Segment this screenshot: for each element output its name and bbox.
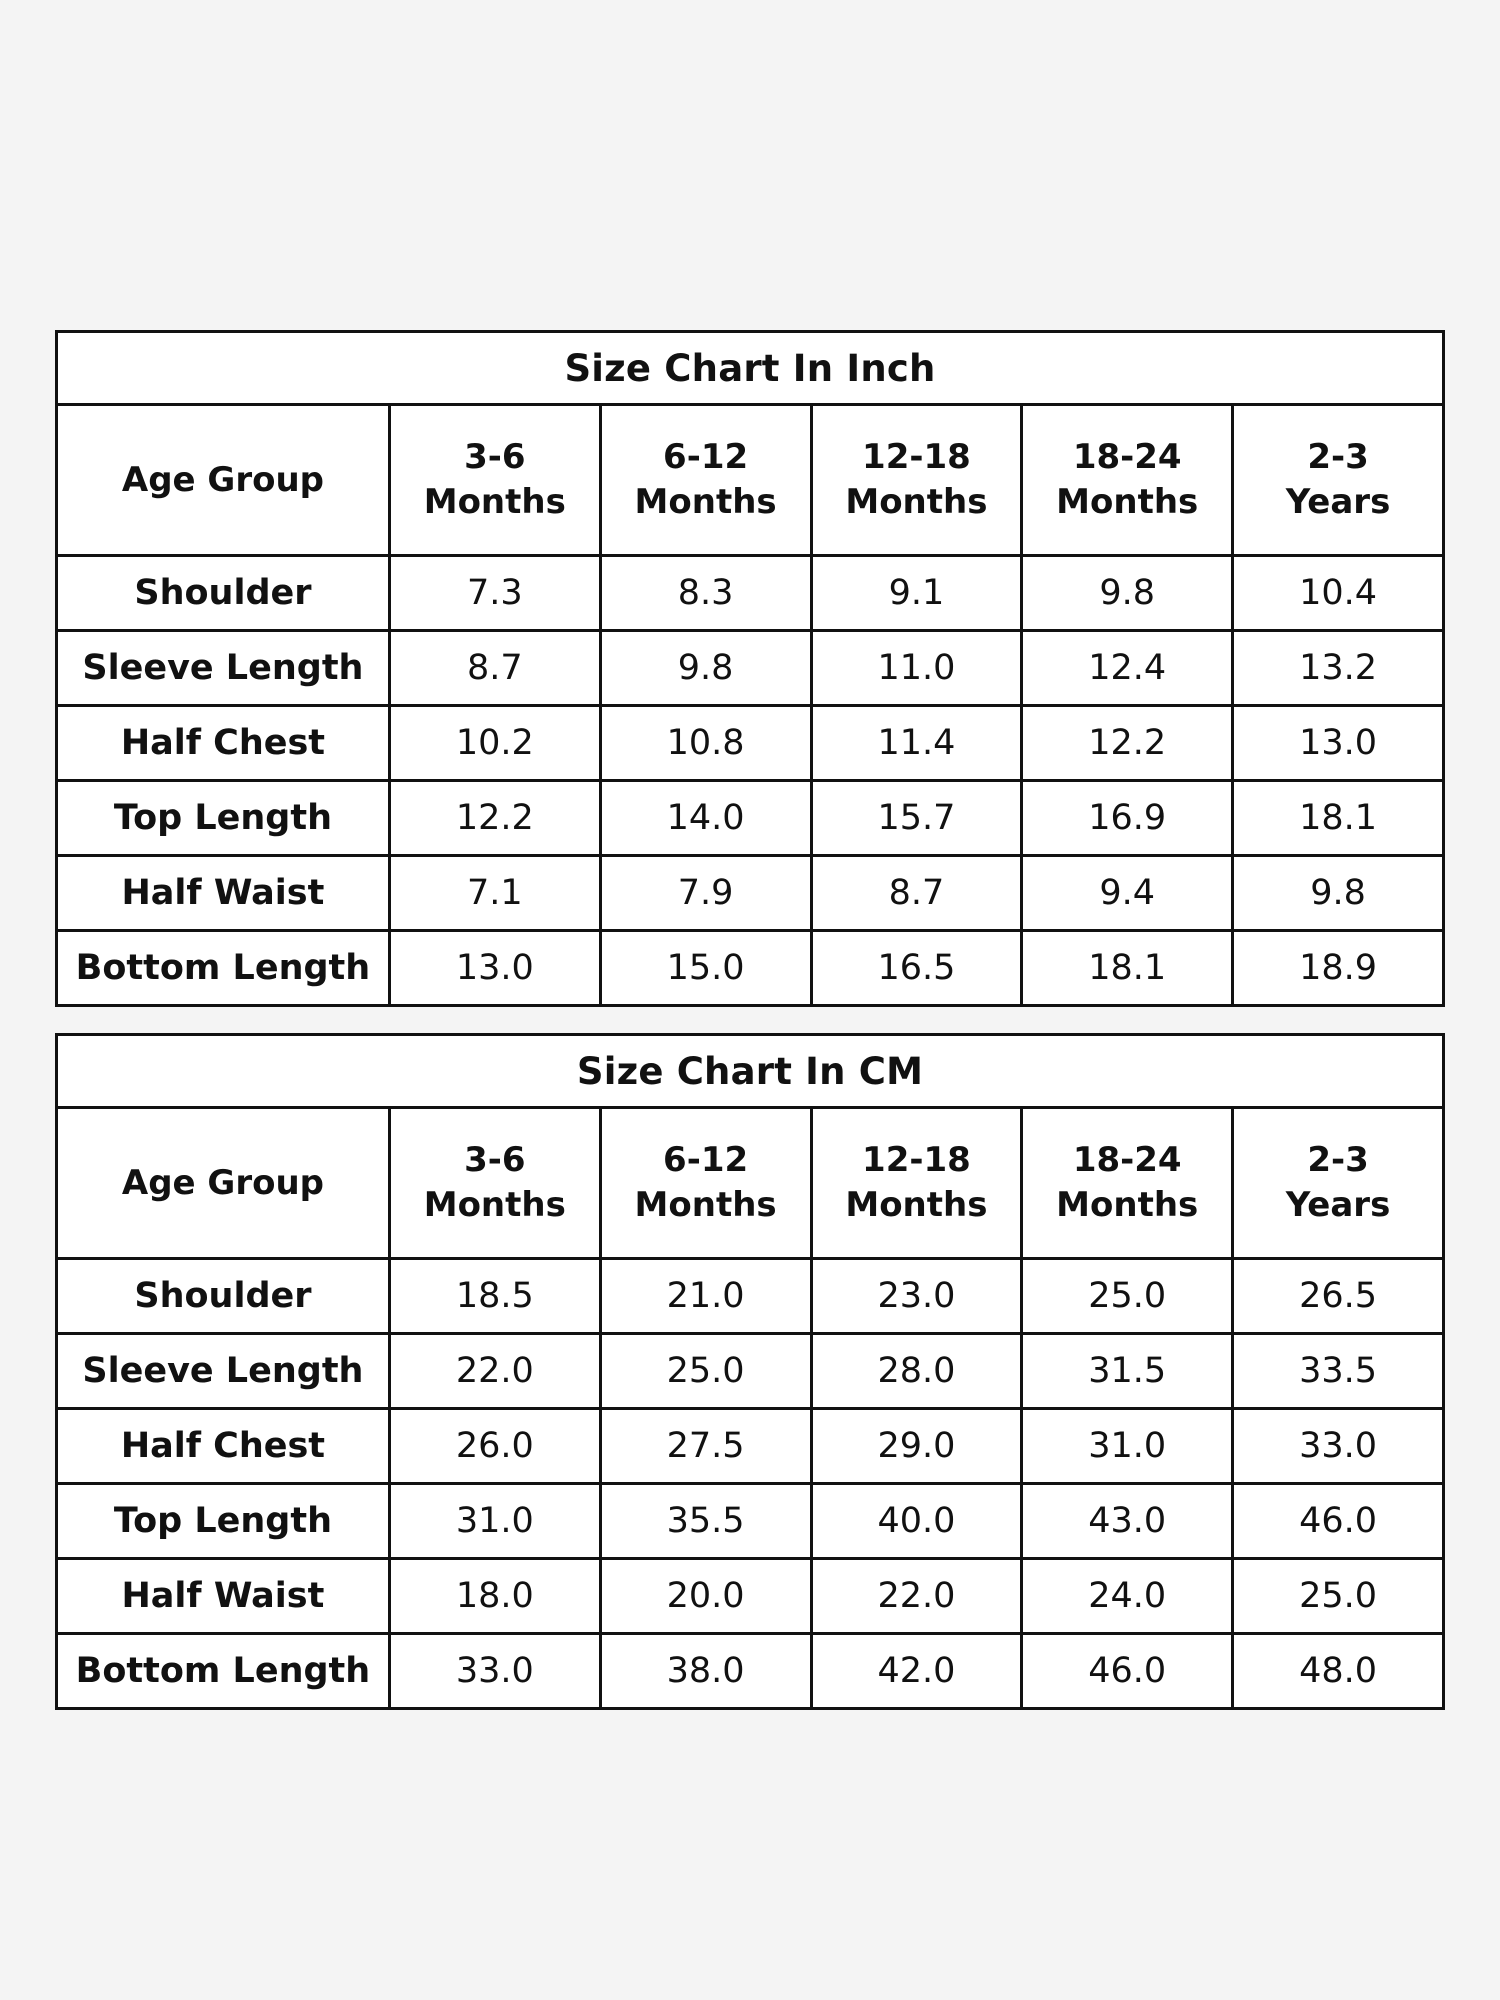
size-chart-inch-table	[55, 330, 1445, 1007]
table-row	[57, 1409, 1444, 1484]
column-header-range: 2-3	[1307, 437, 1369, 478]
measurement-value: 10.4	[1233, 556, 1444, 631]
size-chart-inch	[55, 330, 1445, 1007]
column-header-range: 3-6	[464, 1140, 526, 1181]
column-header-unit: Months	[1056, 1185, 1199, 1225]
measurement-value: 18.9	[1233, 931, 1444, 1006]
measurement-label: Shoulder	[57, 1259, 390, 1334]
measurement-value: 33.5	[1233, 1334, 1444, 1409]
measurement-value: 40.0	[811, 1484, 1022, 1559]
measurement-value: 23.0	[811, 1259, 1022, 1334]
measurement-value: 16.9	[1022, 781, 1233, 856]
table-row	[57, 1484, 1444, 1559]
measurement-value: 42.0	[811, 1634, 1022, 1709]
measurement-value: 26.5	[1233, 1259, 1444, 1334]
measurement-value: 24.0	[1022, 1559, 1233, 1634]
measurement-value: 11.4	[811, 706, 1022, 781]
measurement-value: 28.0	[811, 1334, 1022, 1409]
column-header	[389, 1108, 600, 1259]
table-row	[57, 556, 1444, 631]
measurement-value: 9.8	[1233, 856, 1444, 931]
measurement-value: 48.0	[1233, 1634, 1444, 1709]
measurement-label: Top Length	[57, 781, 390, 856]
column-header-unit: Years	[1285, 482, 1391, 522]
measurement-value: 12.2	[389, 781, 600, 856]
measurement-label: Half Chest	[57, 1409, 390, 1484]
column-header-unit: Months	[845, 1185, 988, 1225]
column-header	[1022, 405, 1233, 556]
measurement-value: 22.0	[811, 1559, 1022, 1634]
measurement-value: 9.8	[600, 631, 811, 706]
measurement-value: 8.3	[600, 556, 811, 631]
measurement-value: 18.0	[389, 1559, 600, 1634]
measurement-value: 43.0	[1022, 1484, 1233, 1559]
measurement-label: Bottom Length	[57, 1634, 390, 1709]
measurement-value: 9.1	[811, 556, 1022, 631]
size-chart-cm	[55, 1033, 1445, 1710]
column-header-range: 18-24	[1072, 437, 1182, 478]
measurement-label: Sleeve Length	[57, 631, 390, 706]
measurement-value: 27.5	[600, 1409, 811, 1484]
measurement-value: 9.4	[1022, 856, 1233, 931]
measurement-value: 13.0	[1233, 706, 1444, 781]
table-row	[57, 1559, 1444, 1634]
measurement-value: 11.0	[811, 631, 1022, 706]
measurement-value: 46.0	[1233, 1484, 1444, 1559]
measurement-value: 18.5	[389, 1259, 600, 1334]
measurement-value: 7.1	[389, 856, 600, 931]
column-header-unit: Months	[845, 482, 988, 522]
chart-title: Size Chart In Inch	[57, 332, 1444, 405]
measurement-value: 29.0	[811, 1409, 1022, 1484]
measurement-value: 31.5	[1022, 1334, 1233, 1409]
measurement-value: 10.2	[389, 706, 600, 781]
table-row	[57, 1334, 1444, 1409]
measurement-value: 26.0	[389, 1409, 600, 1484]
column-header-unit: Months	[634, 1185, 777, 1225]
column-header	[811, 1108, 1022, 1259]
column-header-unit: Months	[1056, 482, 1199, 522]
column-header-range: 2-3	[1307, 1140, 1369, 1181]
measurement-value: 31.0	[1022, 1409, 1233, 1484]
measurement-value: 25.0	[600, 1334, 811, 1409]
table-row	[57, 781, 1444, 856]
measurement-value: 38.0	[600, 1634, 811, 1709]
measurement-value: 8.7	[389, 631, 600, 706]
measurement-label: Half Chest	[57, 706, 390, 781]
measurement-value: 33.0	[389, 1634, 600, 1709]
table-row	[57, 631, 1444, 706]
table-header-row	[57, 1108, 1444, 1259]
column-header-unit: Months	[634, 482, 777, 522]
row-header-label: Age Group	[57, 405, 390, 556]
measurement-label: Bottom Length	[57, 931, 390, 1006]
table-title-row	[57, 332, 1444, 405]
table-row	[57, 706, 1444, 781]
measurement-value: 12.4	[1022, 631, 1233, 706]
row-header-label: Age Group	[57, 1108, 390, 1259]
measurement-value: 8.7	[811, 856, 1022, 931]
column-header	[600, 1108, 811, 1259]
measurement-value: 14.0	[600, 781, 811, 856]
column-header-range: 6-12	[663, 437, 749, 478]
measurement-value: 9.8	[1022, 556, 1233, 631]
column-header-range: 12-18	[862, 1140, 971, 1181]
measurement-value: 15.0	[600, 931, 811, 1006]
measurement-value: 22.0	[389, 1334, 600, 1409]
table-row	[57, 1634, 1444, 1709]
column-header	[389, 405, 600, 556]
measurement-value: 20.0	[600, 1559, 811, 1634]
measurement-label: Top Length	[57, 1484, 390, 1559]
measurement-value: 13.2	[1233, 631, 1444, 706]
measurement-value: 46.0	[1022, 1634, 1233, 1709]
measurement-value: 18.1	[1233, 781, 1444, 856]
measurement-value: 12.2	[1022, 706, 1233, 781]
column-header	[1233, 405, 1444, 556]
table-header-row	[57, 405, 1444, 556]
measurement-label: Sleeve Length	[57, 1334, 390, 1409]
size-chart-cm-table	[55, 1033, 1445, 1710]
table-title-row	[57, 1035, 1444, 1108]
measurement-value: 25.0	[1022, 1259, 1233, 1334]
measurement-value: 15.7	[811, 781, 1022, 856]
column-header-range: 6-12	[663, 1140, 749, 1181]
column-header-range: 18-24	[1072, 1140, 1182, 1181]
measurement-value: 7.9	[600, 856, 811, 931]
column-header-range: 3-6	[464, 437, 526, 478]
column-header-unit: Years	[1285, 1185, 1391, 1225]
column-header	[600, 405, 811, 556]
measurement-value: 31.0	[389, 1484, 600, 1559]
measurement-value: 18.1	[1022, 931, 1233, 1006]
measurement-value: 7.3	[389, 556, 600, 631]
measurement-value: 21.0	[600, 1259, 811, 1334]
measurement-label: Half Waist	[57, 1559, 390, 1634]
column-header	[811, 405, 1022, 556]
measurement-label: Half Waist	[57, 856, 390, 931]
measurement-value: 16.5	[811, 931, 1022, 1006]
table-row	[57, 1259, 1444, 1334]
table-row	[57, 856, 1444, 931]
measurement-value: 33.0	[1233, 1409, 1444, 1484]
column-header	[1022, 1108, 1233, 1259]
measurement-value: 10.8	[600, 706, 811, 781]
measurement-value: 35.5	[600, 1484, 811, 1559]
column-header	[1233, 1108, 1444, 1259]
table-row	[57, 931, 1444, 1006]
column-header-range: 12-18	[862, 437, 971, 478]
column-header-unit: Months	[423, 482, 566, 522]
chart-title: Size Chart In CM	[57, 1035, 1444, 1108]
measurement-value: 25.0	[1233, 1559, 1444, 1634]
measurement-value: 13.0	[389, 931, 600, 1006]
column-header-unit: Months	[423, 1185, 566, 1225]
measurement-label: Shoulder	[57, 556, 390, 631]
